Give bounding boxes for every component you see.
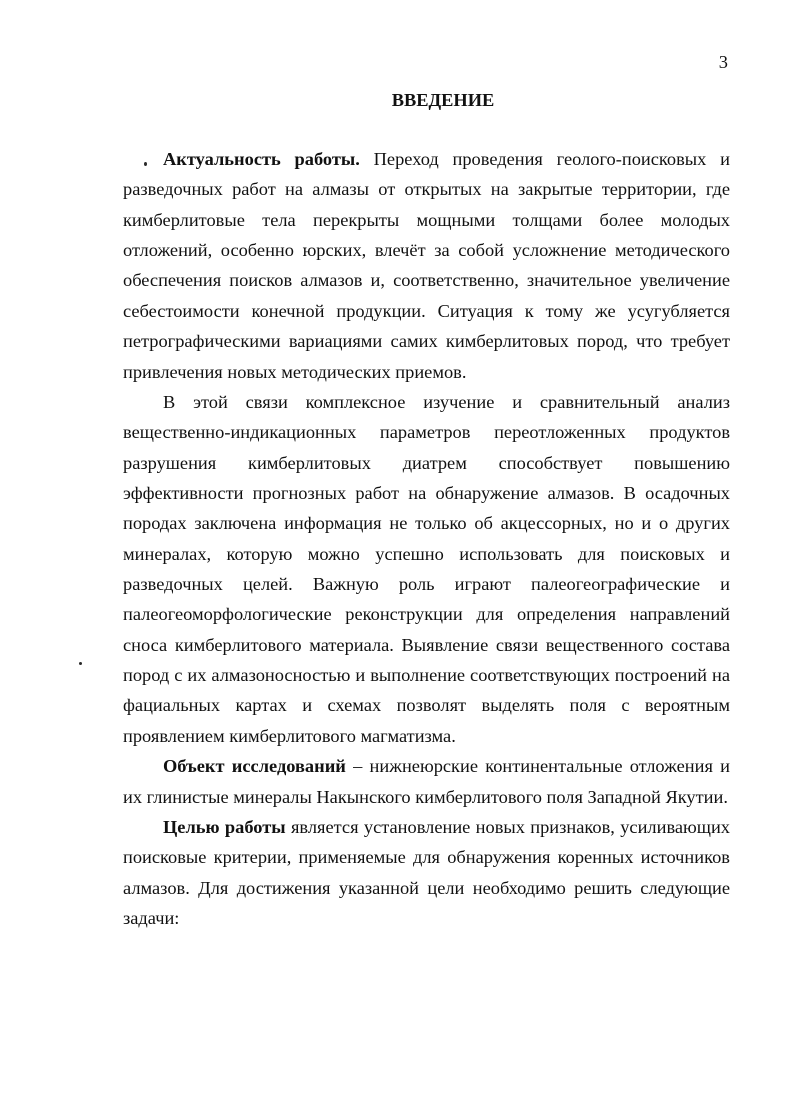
text-line: разрушения кимберлитовых диатрем способствует повышению: [123, 452, 730, 473]
paragraph-lead: Объект исследований: [163, 756, 346, 777]
text-line: разведочных целей. Важную роль играют палеогеографические и: [123, 574, 730, 595]
text-line: [123, 144, 730, 174]
text-line: палеогеоморфологические реконструкции для определения направлений: [123, 604, 730, 625]
text-line: разведочных работ на алмазы от открытых на закрытые территории, где: [123, 179, 730, 200]
paragraph-goal: [123, 812, 730, 933]
text-line: кимберлитовые тела перекрыты мощными толщами более молодых: [123, 209, 730, 230]
text-line: пород с их алмазоносностью и выполнение соответствующих построений на: [123, 665, 730, 686]
text-line: поисковые критерии, применяемые для обнаружения коренных источников: [123, 847, 730, 868]
text-line: задачи:: [123, 907, 180, 928]
text-line: их глинистые минералы Накынского кимберлитового поля Западной Якутии.: [123, 786, 728, 807]
text-line: эффективности прогнозных работ на обнаружение алмазов. В осадочных: [123, 482, 730, 503]
text-run: является установление новых признаков, усиливающих: [290, 816, 730, 837]
text-run: – нижнеюрские континентальные отложения и: [353, 756, 730, 777]
body-text: [123, 144, 730, 933]
text-line: минералах, которую можно успешно использовать для поисковых и: [123, 543, 730, 564]
paragraph-object: [123, 751, 730, 812]
text-line: В этой связи комплексное изучение и сравнительный анализ: [163, 391, 730, 412]
text-line: алмазов. Для достижения указанной цели необходимо решить следующие: [123, 877, 730, 898]
text-line: проявлением кимберлитового магматизма.: [123, 725, 456, 746]
text-line: вещественно-индикационных параметров переотложенных продуктов: [123, 422, 730, 443]
section-heading: ВВЕДЕНИЕ: [391, 90, 495, 110]
scan-speck: [79, 662, 82, 665]
text-line: отложений, особенно юрских, влечёт за собой усложнение методического: [123, 240, 730, 261]
paragraph-analysis: [123, 387, 730, 751]
text-line: [123, 751, 730, 781]
text-line: петрографическими вариациями самих кимберлитовых пород, что требует: [123, 331, 730, 352]
page-number: 3: [718, 52, 728, 72]
paragraph-relevance: [123, 144, 730, 387]
text-line: фациальных картах и схемах позволят выделять поля с вероятным: [123, 695, 730, 716]
text-line: привлечения новых методических приемов.: [123, 361, 467, 382]
text-line: себестоимости конечной продукции. Ситуация к тому же усугубляется: [123, 300, 730, 321]
text-line: сноса кимберлитового материала. Выявление связи вещественного состава: [123, 634, 730, 655]
text-run: Переход проведения геолого-поисковых и: [373, 149, 730, 169]
text-line: обеспечения поисков алмазов и, соответственно, значительное увеличение: [123, 270, 730, 291]
text-line: [123, 812, 730, 842]
paragraph-lead: Актуальность работы.: [163, 149, 360, 169]
paragraph-lead: Целью работы: [163, 816, 286, 837]
text-line: породах заключена информация не только об акцессорных, но и о других: [123, 513, 730, 534]
